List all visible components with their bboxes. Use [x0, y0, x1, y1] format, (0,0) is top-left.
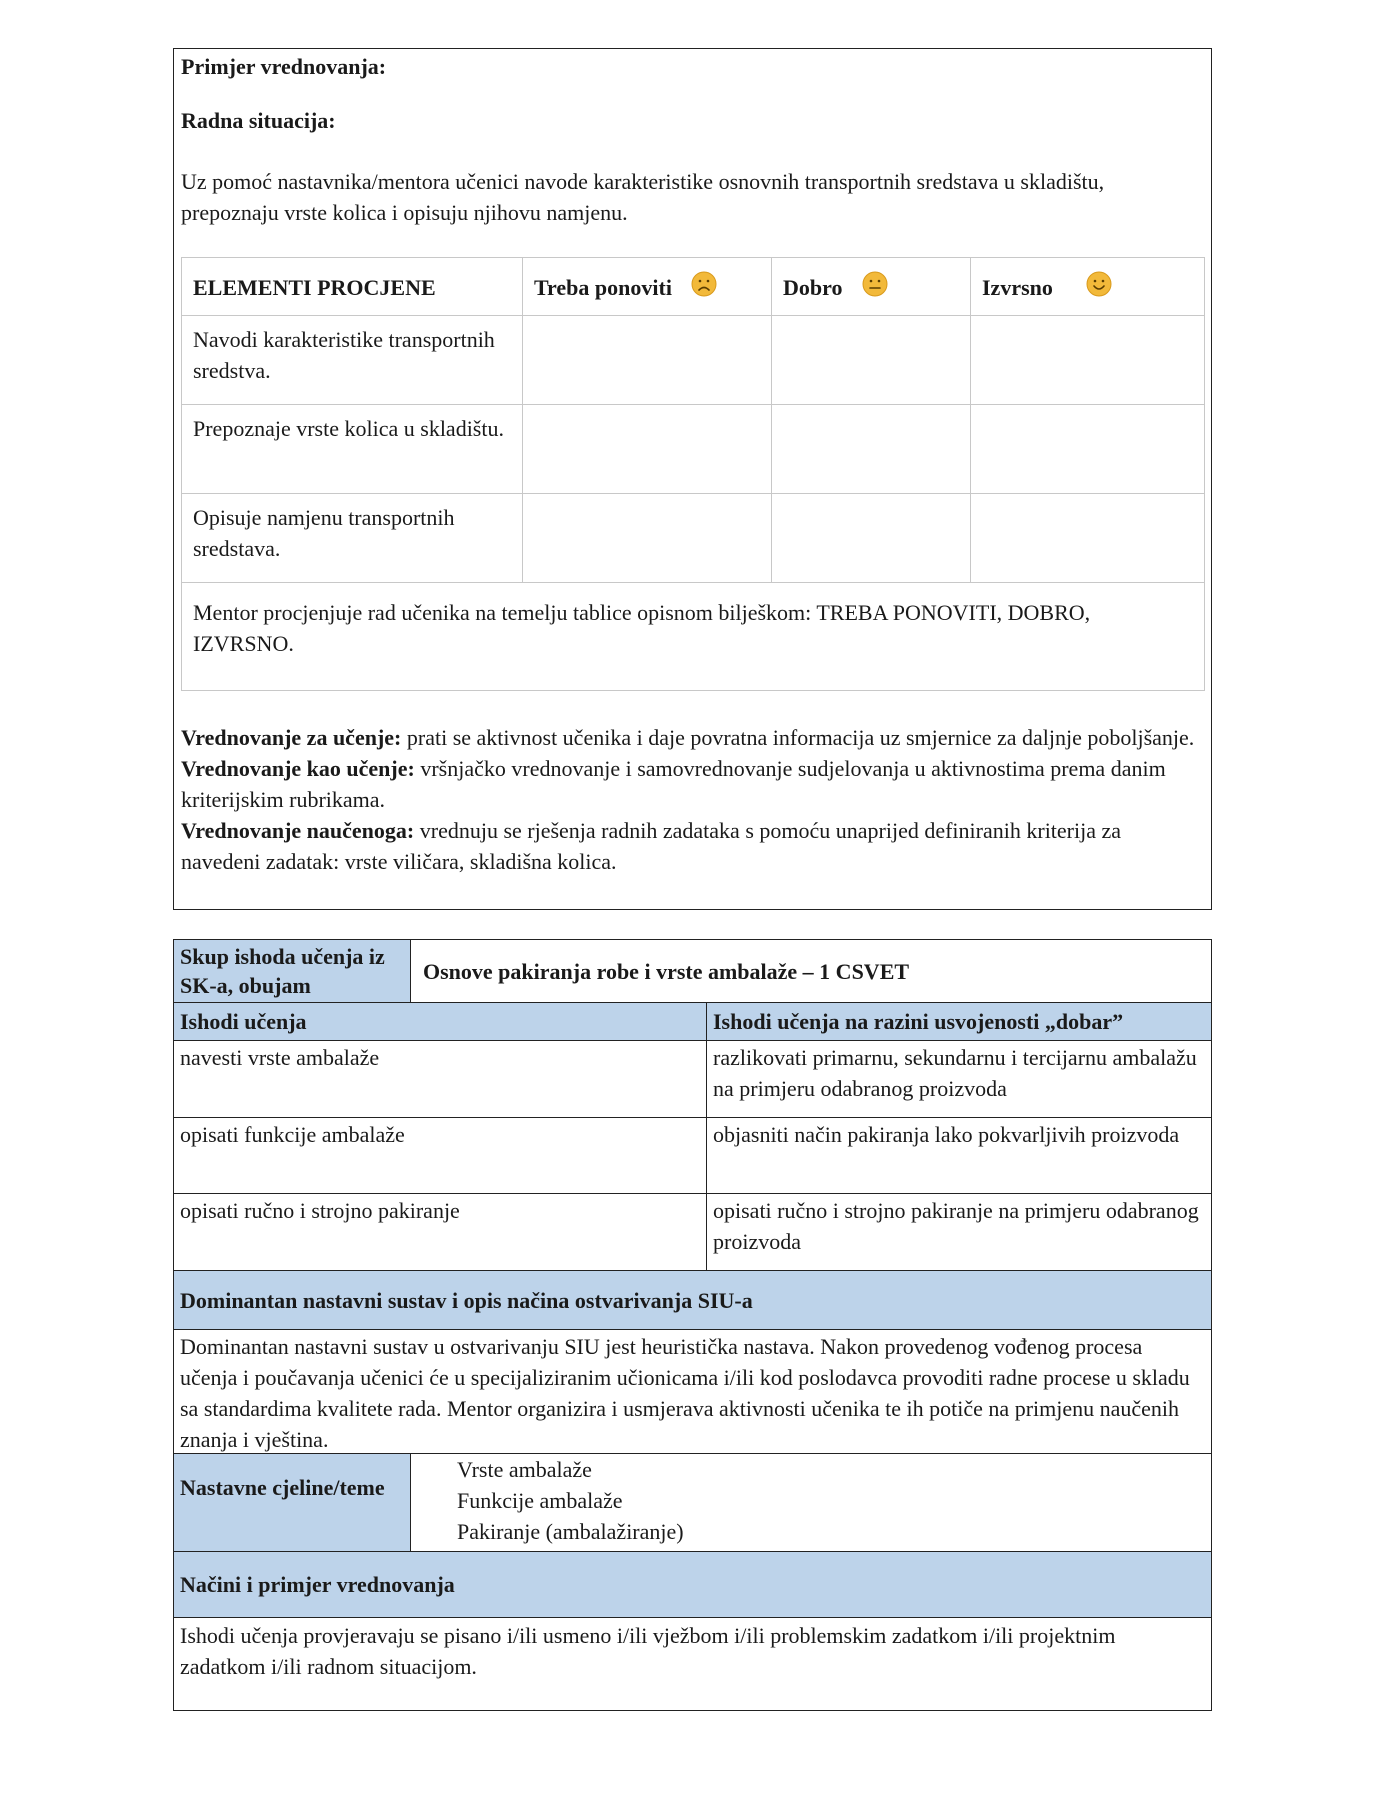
work-situation-text: Uz pomoć nastavnika/mentora učenici navode karakteristike osnovnih transportnih sredstava u skladištu, prepoznaju vrste kolica i opisuju njihovu namjenu. — [181, 169, 1105, 225]
assessment-element: Prepoznaje vrste kolica u skladištu. — [182, 405, 523, 493]
assessment-element: Opisuje namjenu transportnih sredstava. — [182, 494, 523, 582]
sad-face-icon — [691, 271, 717, 305]
outcome-good-text: razlikovati primarnu, sekundarnu i tercijarnu ambalažu na primjeru odabranog proizvoda — [713, 1045, 1197, 1101]
outcome-good-text: objasniti način pakiranja lako pokvarljivih proizvoda — [713, 1122, 1180, 1147]
rating-cell-excellent — [971, 316, 1206, 404]
outcome-text: opisati ručno i strojno pakiranje — [174, 1194, 707, 1270]
teaching-units-list — [411, 1454, 1211, 1551]
evaluation-methods-header-row — [174, 1552, 1211, 1618]
neutral-face-icon — [862, 271, 888, 305]
assessment-table-row — [182, 405, 1204, 494]
rating-cell-good — [772, 405, 971, 493]
teaching-units-label: Nastavne cjeline/teme — [174, 1454, 411, 1551]
evaluation-as-learning: Vrednovanje kao učenje: vršnjačko vrednovanje i samovrednovanje sudjelovanja u aktivnostima prema danim kriterijskim rubrikama. — [181, 756, 1166, 812]
rating-cell-excellent — [971, 405, 1206, 493]
rating-cell-good — [772, 494, 971, 582]
evaluation-methods-text: Ishodi učenja provjeravaju se pisano i/ili usmeno i/ili vježbom i/ili problemskim zadatkom i/ili projektnim zadatkom i/ili radnom situacijom. — [180, 1623, 1116, 1679]
dominant-system-text: Dominantan nastavni sustav u ostvarivanju SIU jest heuristička nastava. Nakon provedenog vođenog procesa učenja i poučavanja učenici će u specijaliziranim učionicama i/ili kod poslodavca provoditi radne procese u skladu sa standardima kvalitete rada. Mentor organizira i usmjerava aktivnosti učenika te ih potiče na primjenu naučenih znanja i vještina. — [180, 1334, 1190, 1452]
evaluation-example-box — [173, 48, 1212, 910]
outcome-text: navesti vrste ambalaže — [174, 1041, 707, 1117]
rating-cell-good — [772, 316, 971, 404]
teaching-unit-item: Vrste ambalaže — [457, 1457, 592, 1482]
rating-cell-excellent — [971, 494, 1206, 582]
rating-cell-needs-repeat — [523, 494, 772, 582]
learning-outcomes-table — [173, 939, 1212, 1711]
dominant-system-header-row — [174, 1271, 1211, 1330]
header-good: Dobro — [772, 258, 971, 315]
assessment-table-row — [182, 316, 1204, 405]
outcome-set-row — [174, 940, 1211, 1003]
outcome-good-text: opisati ručno i strojno pakiranje na primjeru odabranog proizvoda — [713, 1198, 1199, 1254]
outcomes-header-row — [174, 1003, 1211, 1041]
outcome-set-label: Skup ishoda učenja iz SK-a, obujam — [174, 940, 411, 1002]
outcomes-header: Ishodi učenja — [174, 1003, 707, 1040]
evaluation-methods-header: Načini i primjer vrednovanja — [180, 1572, 455, 1597]
rating-cell-needs-repeat — [523, 405, 772, 493]
outcomes-good-header: Ishodi učenja na razini usvojenosti „dobar” — [713, 1009, 1124, 1034]
evaluation-example-title: Primjer vrednovanja: — [181, 54, 387, 79]
assessment-table-row — [182, 494, 1204, 583]
assessment-table — [181, 257, 1205, 691]
assessment-table-header-row — [182, 258, 1204, 316]
outcome-row — [174, 1041, 1211, 1118]
header-excellent: Izvrsno — [971, 258, 1206, 315]
assessment-element: Navodi karakteristike transportnih sredstva. — [182, 316, 523, 404]
evaluation-for-learning: Vrednovanje za učenje: prati se aktivnost učenika i daje povratna informacija uz smjernice za daljnje poboljšanje. — [181, 725, 1195, 750]
header-needs-repeat: Treba ponoviti — [523, 258, 772, 315]
dominant-system-header: Dominantan nastavni sustav i opis načina ostvarivanja SIU-a — [180, 1288, 753, 1313]
assessment-note-row — [182, 583, 1204, 692]
outcome-row — [174, 1118, 1211, 1194]
outcome-row — [174, 1194, 1211, 1271]
evaluation-methods-row — [174, 1618, 1211, 1710]
evaluation-types — [181, 722, 1196, 877]
dominant-system-row — [174, 1330, 1211, 1454]
evaluation-of-learning: Vrednovanje naučenoga: vrednuju se rješenja radnih zadataka s pomoću unaprijed definiranih kriterija za navedeni zadatak: vrste viličara, skladišna kolica. — [181, 818, 1122, 874]
teaching-unit-item: Pakiranje (ambalažiranje) — [457, 1519, 684, 1544]
smile-face-icon — [1086, 271, 1112, 305]
teaching-units-row — [174, 1454, 1211, 1552]
rating-cell-needs-repeat — [523, 316, 772, 404]
outcome-text: opisati funkcije ambalaže — [174, 1118, 707, 1193]
assessment-note: Mentor procjenjuje rad učenika na temelju tablice opisnom bilješkom: TREBA PONOVITI, DOBRO, IZVRSNO. — [193, 600, 1091, 656]
teaching-unit-item: Funkcije ambalaže — [457, 1488, 623, 1513]
header-elements: ELEMENTI PROCJENE — [182, 258, 523, 315]
work-situation-label: Radna situacija: — [181, 108, 336, 133]
outcome-set-value: Osnove pakiranja robe i vrste ambalaže – 1 CSVET — [423, 959, 910, 984]
